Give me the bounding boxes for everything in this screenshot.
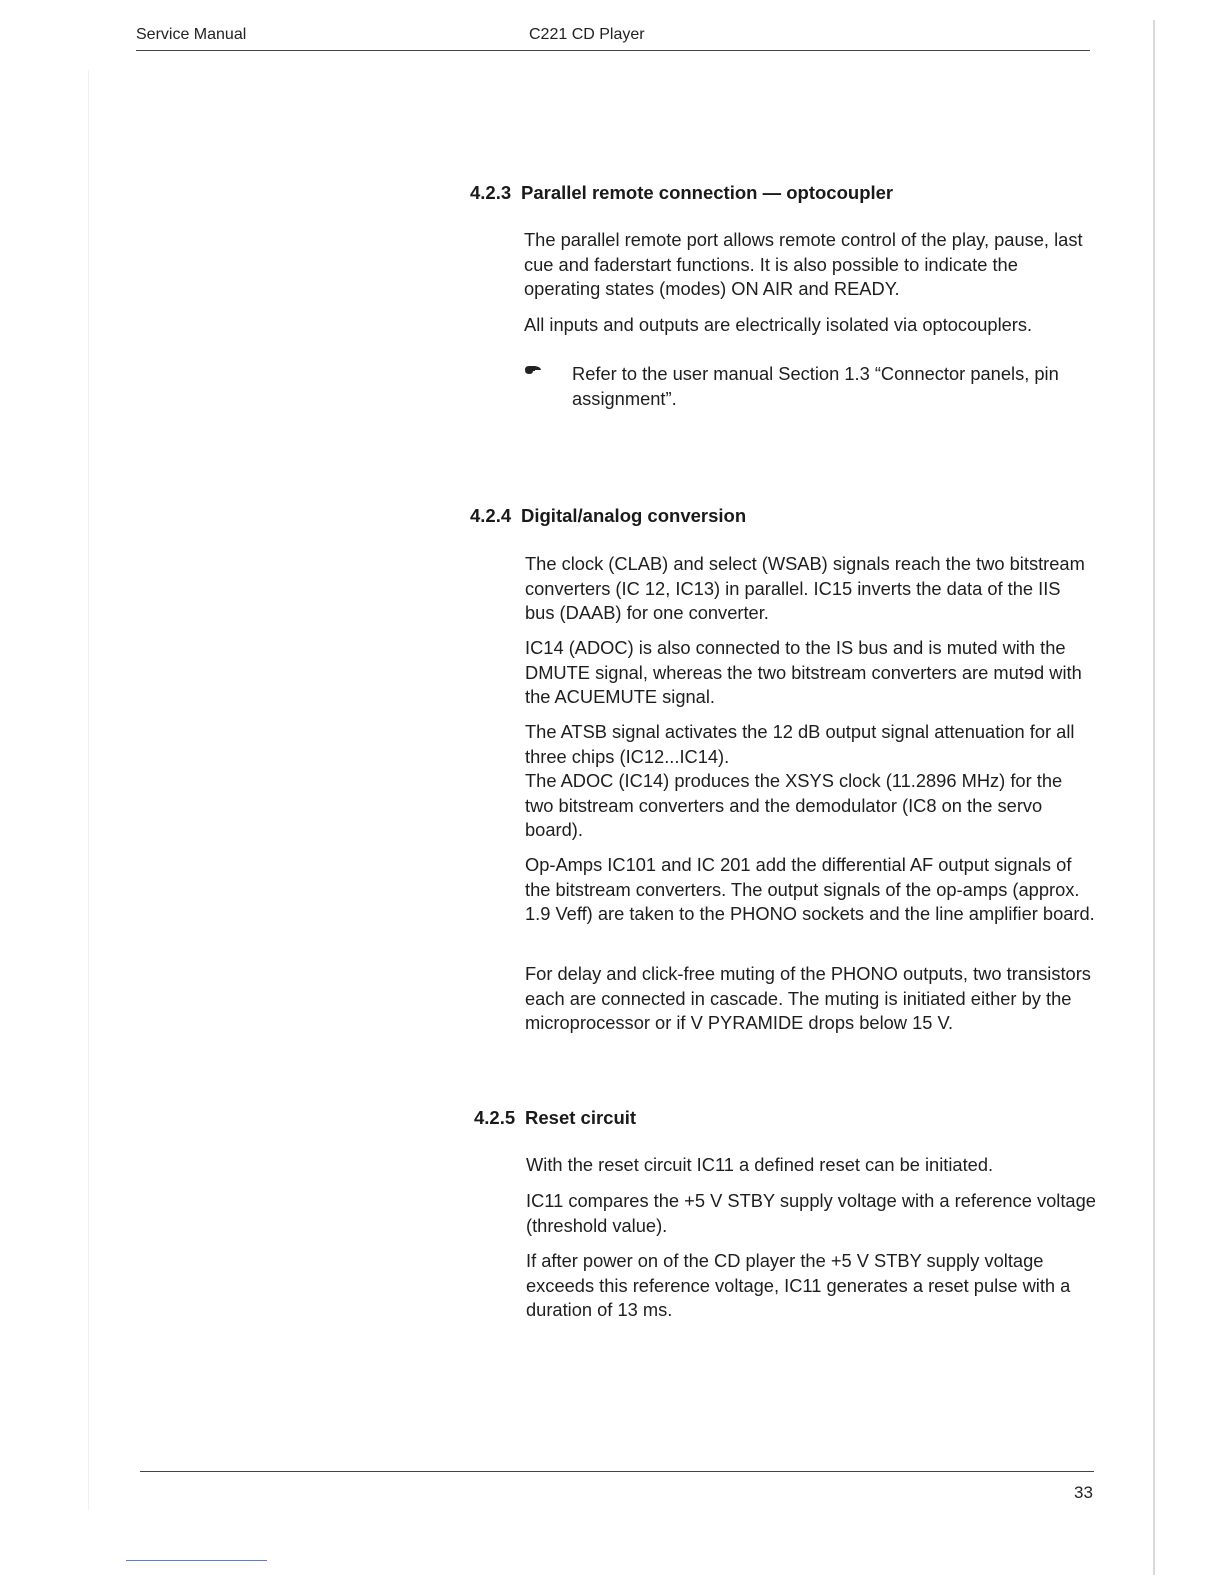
paragraph: The ADOC (IC14) produces the XSYS clock (11.2896 MHz) for the two bitstream converters and the demodulator (IC8 on the servo board). bbox=[525, 770, 1063, 840]
page-edge-left bbox=[88, 70, 89, 1510]
page-number: 33 bbox=[1074, 1483, 1093, 1502]
section-title: Reset circuit bbox=[525, 1107, 637, 1128]
header-rule bbox=[136, 50, 1090, 51]
paragraph: Op-Amps IC101 and IC 201 add the differential AF output signals of the bitstream converters. The output signals of the op-amps (approx. 1.9 Veff) are taken to the PHONO sockets and the line amplifier board. bbox=[525, 854, 1095, 924]
paragraph: The parallel remote port allows remote control of the play, pause, last cue and faderstart functions. It is also possible to indicate the operating states (modes) ON AIR and READY. bbox=[524, 229, 1083, 299]
paragraph: IC14 (ADOC) is also connected to the IS bus and is muted with the DMUTE signal, whereas the two bitstream converters are mutɘd with the ACUEMUTE signal. bbox=[525, 637, 1082, 707]
section-number: 4.2.4 bbox=[470, 505, 512, 526]
paragraph: The clock (CLAB) and select (WSAB) signals reach the two bitstream converters (IC 12, IC13) in parallel. IC15 inverts the data of the IIS bus (DAAB) for one converter. bbox=[525, 553, 1085, 623]
section-heading-4-2-3 bbox=[470, 182, 893, 204]
paragraph: If after power on of the CD player the +5 V STBY supply voltage exceeds this reference voltage, IC11 generates a reset pulse with a duration of 13 ms. bbox=[526, 1250, 1071, 1320]
paragraph: All inputs and outputs are electrically isolated via optocouplers. bbox=[524, 314, 1033, 335]
paragraph: For delay and click-free muting of the PHONO outputs, two transistors each are connected in cascade. The muting is initiated either by the microprocessor or if V PYRAMIDE drops below 15 V. bbox=[525, 963, 1091, 1033]
section-number: 4.2.5 bbox=[474, 1107, 516, 1128]
running-header-title: C221 CD Player bbox=[529, 26, 645, 43]
running-header-left: Service Manual bbox=[136, 26, 247, 43]
section-title: Parallel remote connection — optocoupler bbox=[521, 182, 894, 203]
pointing-hand-icon bbox=[524, 364, 542, 376]
scan-artifact-line bbox=[126, 1560, 267, 1561]
section-heading-4-2-5 bbox=[474, 1107, 636, 1129]
paragraph: IC11 compares the +5 V STBY supply voltage with a reference voltage (threshold value). bbox=[526, 1190, 1096, 1236]
section-number: 4.2.3 bbox=[470, 182, 512, 203]
footer-rule bbox=[140, 1471, 1094, 1472]
paragraph: With the reset circuit IC11 a defined reset can be initiated. bbox=[526, 1154, 994, 1175]
note-text: Refer to the user manual Section 1.3 “Connector panels, pin assignment”. bbox=[572, 363, 1059, 409]
page-edge-right bbox=[1153, 20, 1155, 1575]
section-heading-4-2-4 bbox=[470, 505, 746, 527]
paragraph: The ATSB signal activates the 12 dB output signal attenuation for all three chips (IC12...IC14). bbox=[525, 721, 1075, 767]
section-title: Digital/analog conversion bbox=[521, 505, 747, 526]
